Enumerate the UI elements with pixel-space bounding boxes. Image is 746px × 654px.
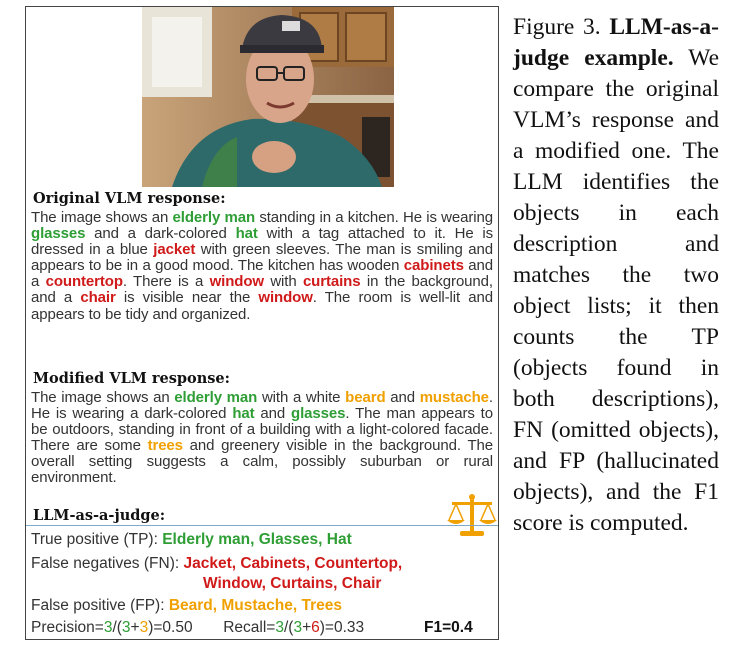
- precision-result: )=0.50: [148, 619, 193, 636]
- tp-line: [31, 531, 352, 549]
- response-text-segment: and greenery visible in the background. The overall setting suggests a calm, possibly suburban or rural environment.: [31, 437, 493, 487]
- response-text-segment: . He is wearing a dark-colored: [31, 389, 493, 423]
- fn-value-2: Window, Curtains, Chair: [203, 575, 382, 592]
- precision-tp: 3: [103, 619, 113, 636]
- object-mention: elderly man: [174, 389, 258, 406]
- response-text-segment: with green sleeves. The man is smiling and appears to be in a good mood. The kitchen has wooden: [31, 241, 493, 275]
- modified-response-text: [31, 390, 493, 487]
- object-mention: curtains: [302, 273, 361, 291]
- object-mention: glasses: [31, 225, 86, 243]
- response-text-segment: The image shows an: [31, 389, 175, 406]
- kitchen-photo: [142, 7, 394, 187]
- fp-value: Beard, Mustache, Trees: [168, 597, 342, 614]
- response-text-segment: with a white: [257, 389, 346, 406]
- response-text-segment: in the background, and a: [31, 273, 493, 307]
- object-mention: window: [209, 273, 264, 291]
- response-text-segment: The image shows an: [31, 209, 173, 226]
- precision-tp2: 3: [121, 619, 131, 636]
- response-text-segment: standing in a kitchen. He is wearing: [255, 209, 493, 226]
- response-text-segment: with a tag attached to it. He is dressed in a blue: [31, 225, 493, 259]
- judge-separator: [26, 525, 498, 526]
- precision-plus: +: [130, 619, 140, 636]
- precision-slash: /(: [112, 619, 122, 636]
- response-text-segment: . The man appears to be outdoors, standing in front of a building with a light-colored facade. There are some: [31, 405, 493, 455]
- precision-recall-line: [31, 619, 364, 637]
- recall-result: )=0.33: [319, 619, 365, 636]
- fn-line: [31, 555, 402, 573]
- response-text-segment: and a: [31, 257, 493, 291]
- object-mention: trees: [147, 437, 183, 455]
- caption-text: We compare the original VLM’s response and a modified one. The LLM identifies the objects in each description and matches the two object lists; it then counts the TP (objects found in both descriptions), FN (omitted objects), and FP (hallucinated objects), and the F1 score is computed.: [513, 45, 719, 536]
- recall-tp2: 3: [293, 619, 303, 636]
- recall-fn: 6: [311, 619, 320, 636]
- response-text-segment: . There is a: [122, 273, 210, 291]
- response-text-segment: with: [263, 273, 303, 291]
- precision-fp: 3: [139, 619, 149, 636]
- object-mention: window: [258, 289, 313, 307]
- object-mention: elderly man: [172, 209, 256, 226]
- caption-title: LLM-as-a-judge example.: [513, 14, 720, 71]
- response-text-segment: is visible near the: [115, 289, 259, 307]
- tp-value: Elderly man, Glasses, Hat: [162, 531, 352, 548]
- response-text-segment: and a dark-colored: [85, 225, 236, 243]
- response-text-segment: and: [385, 389, 420, 406]
- object-mention: beard: [345, 389, 386, 406]
- recall-label: Recall=: [223, 619, 276, 636]
- figure-label: Figure 3.: [513, 14, 601, 40]
- object-mention: hat: [232, 405, 255, 423]
- fn-line-2: [203, 575, 381, 593]
- object-mention: jacket: [153, 241, 196, 259]
- object-mention: cabinets: [403, 257, 464, 275]
- original-title: Original VLM response:: [33, 190, 226, 207]
- figure-caption: [513, 12, 719, 539]
- precision-label: Precision=: [31, 619, 104, 636]
- figure-panel: [25, 6, 499, 640]
- object-mention: hat: [235, 225, 258, 243]
- object-mention: glasses: [291, 405, 346, 423]
- scale-icon: [446, 493, 498, 539]
- original-response-text: [31, 210, 493, 323]
- judge-title: LLM-as-a-judge:: [33, 507, 166, 524]
- fp-label: False positive (FP):: [31, 597, 169, 614]
- object-mention: chair: [80, 289, 116, 307]
- object-mention: countertop: [45, 273, 123, 291]
- tp-label: True positive (TP):: [31, 531, 163, 548]
- recall-slash: /(: [283, 619, 294, 636]
- modified-title: Modified VLM response:: [33, 370, 230, 387]
- object-mention: mustache: [419, 389, 489, 406]
- f1-score: F1=0.4: [424, 619, 473, 636]
- response-text-segment: . The room is well-lit and appears to be tidy and organized.: [31, 289, 493, 323]
- recall-tp: 3: [275, 619, 284, 636]
- response-text-segment: and: [254, 405, 292, 423]
- fp-line: [31, 597, 342, 615]
- fn-label: False negatives (FN):: [31, 555, 184, 572]
- recall-plus: +: [302, 619, 312, 636]
- fn-value-1: Jacket, Cabinets, Countertop,: [183, 555, 403, 572]
